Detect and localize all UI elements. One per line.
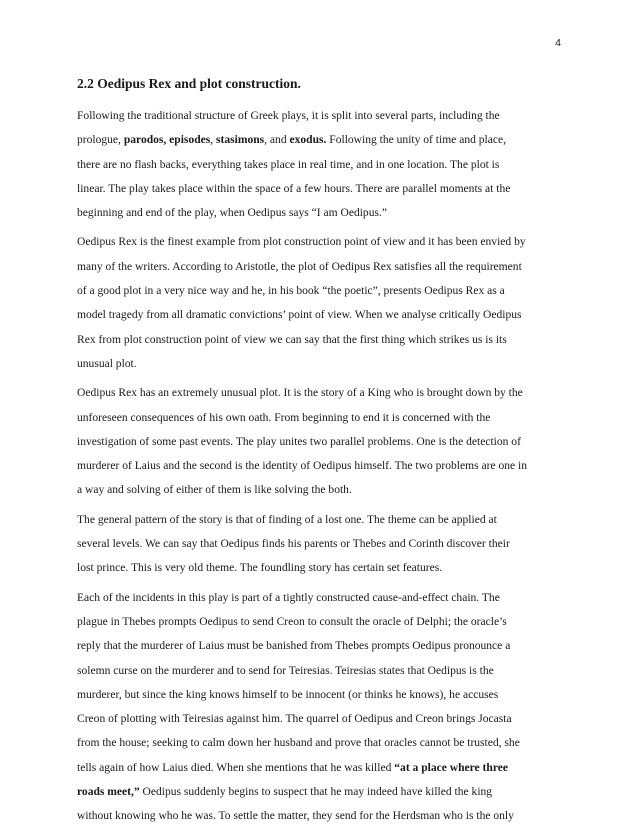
text-line: many of the writers. According to Aristotle, the plot of Oedipus Rex satisfies all the requirement — [77, 260, 522, 273]
bold-term-parodos-episodes: parodos, episodes — [123, 134, 211, 147]
text-line — [77, 128, 567, 152]
text-run: Following the unity of time and place, — [326, 134, 506, 147]
bold-term-exodus: exodus. — [289, 134, 327, 147]
text-line: Rex from plot construction point of view we can say that the first thing which strikes us is its — [77, 333, 507, 346]
bold-quote: roads meet,” — [77, 786, 140, 799]
text-line: of a good plot in a very nice way and he, in his book “the poetic”, presents Oedipus Rex as a — [77, 285, 505, 298]
text-line: Following the traditional structure of Greek plays, it is split into several parts, including the — [77, 110, 500, 122]
text-run: prologue, — [77, 134, 124, 147]
text-line — [77, 756, 567, 780]
text-line: Oedipus Rex has an extremely unusual plot. It is the story of a King who is brought down by the — [77, 387, 523, 400]
text-run: , — [210, 134, 217, 147]
paragraph-cause-effect — [77, 586, 567, 829]
text-line: investigation of some past events. The play unites two parallel problems. One is the detection of — [77, 435, 521, 448]
section-heading: 2.2 Oedipus Rex and plot construction. — [77, 76, 301, 91]
paragraph-structure — [77, 104, 567, 225]
text-line: without knowing who he was. To settle the matter, they send for the Herdsman who is the only — [77, 810, 514, 823]
text-line: Oedipus Rex is the finest example from plot construction point of view and it has been envied by — [77, 236, 526, 249]
text-line: Each of the incidents in this play is part of a tightly constructed cause-and-effect chain. The — [77, 591, 500, 604]
bold-term-stasimons: stasimons — [216, 134, 265, 147]
text-line: murderer of Laius and the second is the identity of Oedipus himself. The two problems are one in — [77, 460, 528, 473]
text-line: a way and solving of either of them is like solving the both. — [77, 484, 352, 497]
text-line: from the house; seeking to calm down her husband and prove that oracles cannot be trusted, she — [77, 737, 520, 750]
text-line: lost prince. This is very old theme. The foundling story has certain set features. — [77, 562, 443, 575]
text-line: beginning and end of the play, when Oedipus says “I am Oedipus.” — [77, 207, 387, 220]
text-line: several levels. We can say that Oedipus finds his parents or Thebes and Corinth discover their — [77, 538, 510, 551]
paragraph-pattern — [77, 508, 567, 581]
text-line: linear. The play takes place within the space of a few hours. There are parallel moments at the — [77, 182, 511, 195]
paragraph-aristotle — [77, 230, 567, 376]
text-line: reply that the murderer of Laius must be banished from Thebes prompts Oedipus pronounce a — [77, 640, 511, 653]
paragraph-unusual-plot — [77, 381, 567, 502]
text-line: unforeseen consequences of his own oath. From beginning to end it is concerned with the — [77, 411, 491, 424]
text-run: tells again of how Laius died. When she mentions that he was killed — [77, 761, 395, 774]
text-line: solemn curse on the murderer and to send for Teiresias. Teiresias states that Oedipus is the — [77, 664, 494, 677]
text-line: there are no flash backs, everything takes place in real time, and in one location. The plot is — [77, 158, 500, 171]
document-body — [77, 74, 567, 834]
text-line: plague in Thebes prompts Oedipus to send Creon to consult the oracle of Delphi; the oracle’s — [77, 615, 507, 628]
text-line: The general pattern of the story is that of finding of a lost one. The theme can be applied at — [77, 513, 497, 526]
text-line — [77, 780, 567, 804]
text-run: Oedipus suddenly begins to suspect that he may indeed have killed the king — [139, 786, 493, 799]
bold-quote: “at a place where three — [394, 761, 508, 774]
page-number: 4 — [555, 37, 561, 49]
text-run: , and — [264, 134, 290, 147]
text-line: murderer, but since the king knows himself to be innocent (or thinks he knows), he accuses — [77, 688, 499, 701]
text-line: unusual plot. — [77, 357, 137, 370]
text-line: Creon of plotting with Teiresias against him. The quarrel of Oedipus and Creon brings Jocasta — [77, 713, 512, 726]
text-line: model tragedy from all dramatic convictions’ point of view. When we analyse critically Oedipus — [77, 309, 522, 322]
